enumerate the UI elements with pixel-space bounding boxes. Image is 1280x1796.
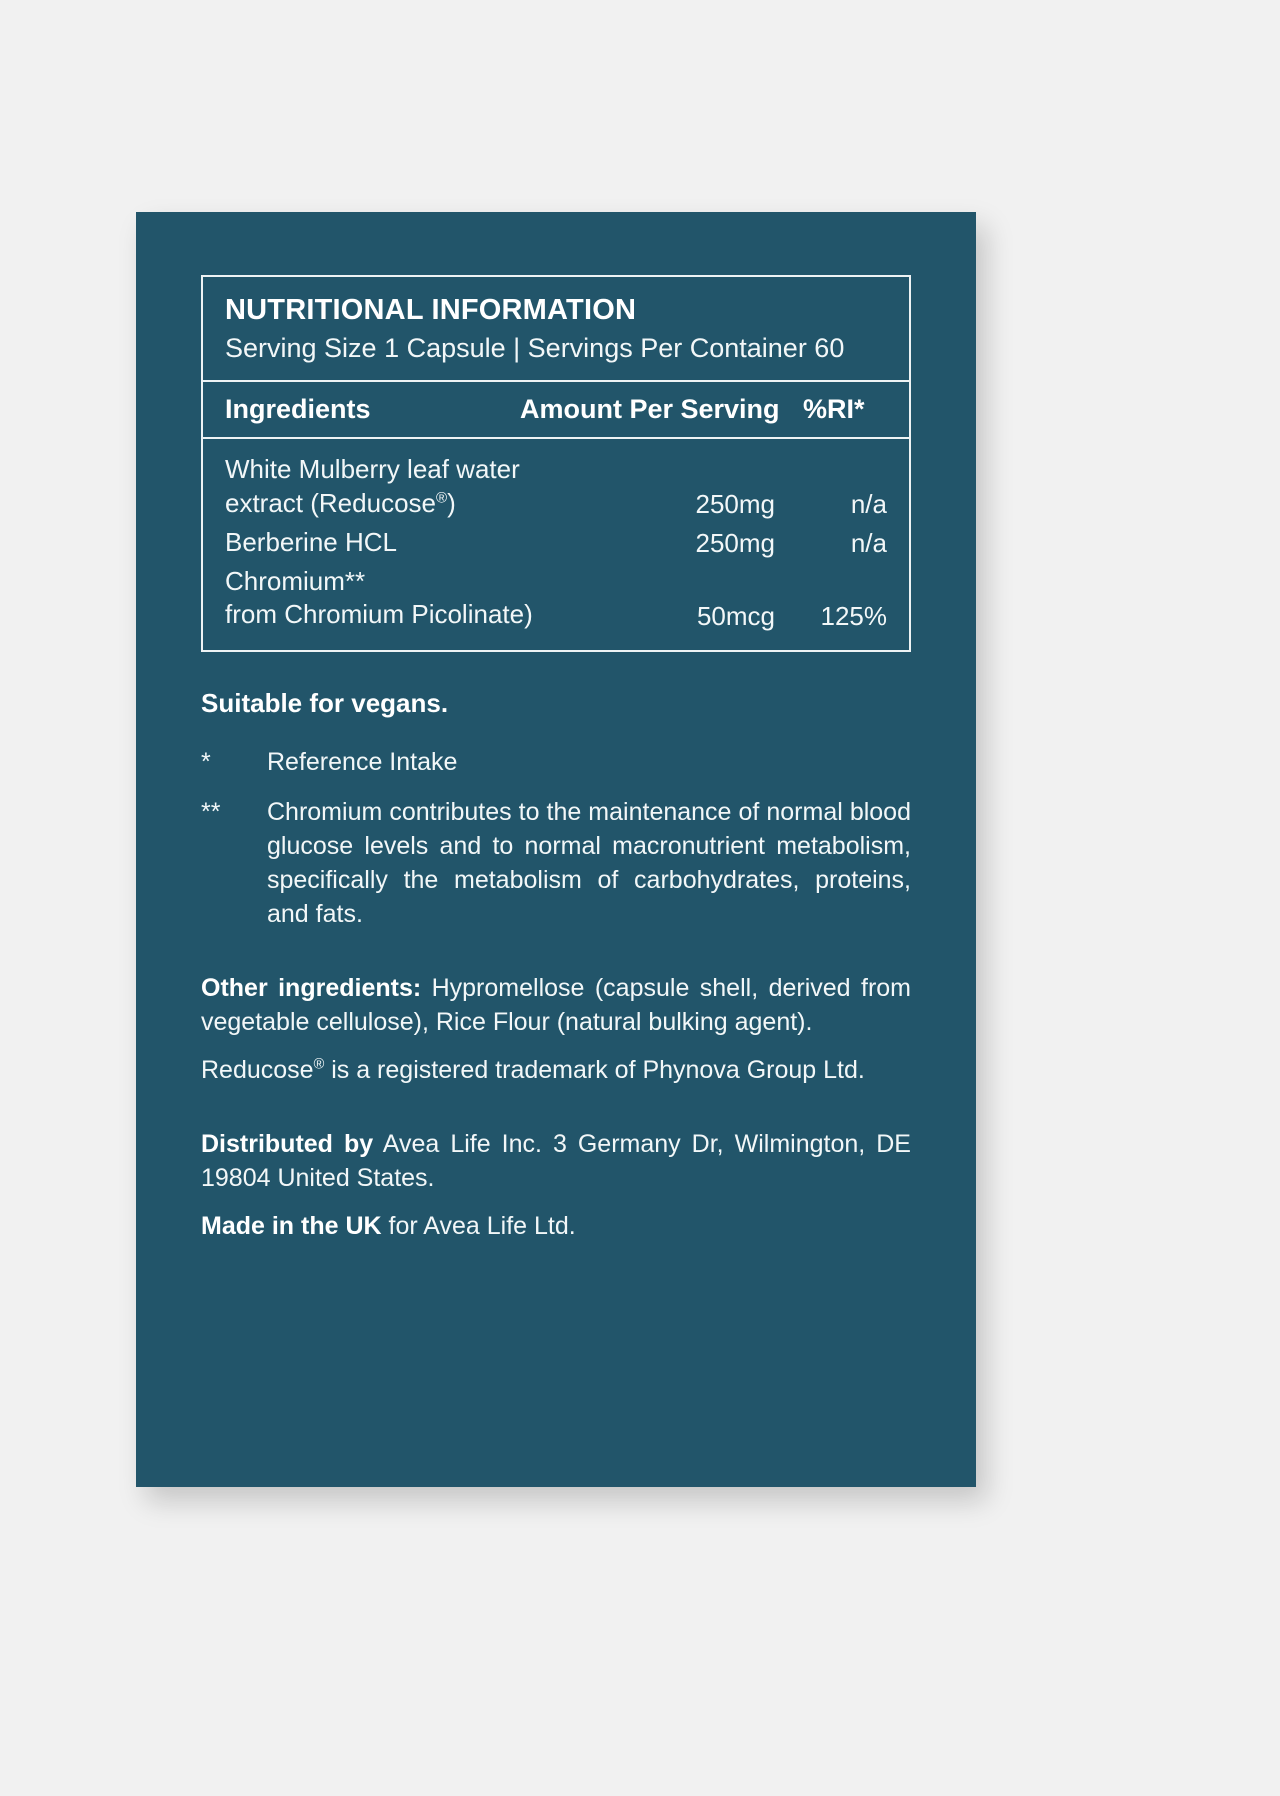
- ingredient-name: [225, 526, 645, 559]
- ingredient-percent-ri: n/a: [850, 528, 887, 559]
- footnote-marker: **: [201, 797, 221, 826]
- made-in-paragraph: [201, 1209, 911, 1243]
- distributed-by-label: Distributed by: [201, 1129, 374, 1158]
- nutrition-table-header: [203, 277, 909, 382]
- footnote-item: [201, 745, 911, 779]
- made-in-label: Made in the UK: [201, 1211, 382, 1240]
- registered-mark-icon: ®: [313, 1056, 325, 1073]
- nutrition-title: NUTRITIONAL INFORMATION: [225, 294, 637, 326]
- footnote-text: Reference Intake: [267, 747, 458, 776]
- ingredient-name-line-2: from Chromium Picolinate): [225, 599, 533, 630]
- ingredient-name-line-1: Chromium**: [225, 566, 366, 597]
- ingredient-amount: 250mg: [695, 528, 775, 559]
- footnote-text: Chromium contributes to the maintenance of normal blood glucose levels and to normal macronutrient metabolism, specifically the metabolism of carbohydrates, proteins, and fats.: [267, 797, 911, 928]
- ingredient-amount: 250mg: [695, 488, 775, 519]
- ingredient-name-line-2-pre: extract (Reducose: [225, 487, 436, 518]
- column-header-percent-ri: %RI*: [803, 394, 865, 425]
- supplement-label-panel: [136, 212, 976, 1487]
- trademark-paragraph: [201, 1053, 911, 1087]
- ingredient-name-line-1: White Mulberry leaf water: [225, 454, 520, 485]
- ingredient-name-line-2-post: ): [447, 487, 456, 518]
- other-ingredients-text: Hypromellose (capsule shell, derived from vegetable cellulose), Rice Flour (natural bulking agent).: [201, 973, 911, 1036]
- table-row: [225, 526, 887, 559]
- footnote-marker: *: [201, 747, 211, 776]
- nutrition-information-table: [201, 275, 911, 652]
- footnotes-list: [201, 745, 911, 931]
- ingredient-name-line-2: [225, 487, 645, 520]
- other-ingredients-label: Other ingredients:: [201, 973, 422, 1002]
- ingredient-percent-ri: 125%: [820, 600, 887, 631]
- other-ingredients-paragraph: [201, 971, 911, 1039]
- trademark-text: is a registered trademark of Phynova Group Ltd.: [324, 1055, 865, 1084]
- table-row: [225, 453, 887, 520]
- column-header-amount-per-serving: Amount Per Serving: [520, 394, 780, 425]
- nutrition-table-body: [203, 439, 909, 649]
- registered-mark-icon: ®: [435, 488, 448, 506]
- label-content: [201, 275, 911, 1243]
- ingredient-name-line-1: Berberine HCL: [225, 526, 397, 557]
- vegan-statement: Suitable for vegans.: [201, 687, 449, 718]
- made-in-text: for Avea Life Ltd.: [381, 1211, 576, 1240]
- table-row: [225, 565, 887, 632]
- ingredient-name: [225, 565, 645, 632]
- ingredient-name: [225, 453, 645, 520]
- serving-size-line: Serving Size 1 Capsule | Servings Per Container 60: [225, 333, 845, 364]
- ingredient-amount: 50mcg: [696, 600, 775, 631]
- distributed-by-paragraph: [201, 1127, 911, 1195]
- trademark-brand: Reducose: [201, 1055, 314, 1084]
- footnote-item: [201, 795, 911, 931]
- ingredient-percent-ri: n/a: [850, 488, 887, 519]
- column-header-ingredients: Ingredients: [225, 394, 371, 425]
- table-column-header-row: [203, 382, 909, 439]
- distributed-by-text: Avea Life Inc. 3 Germany Dr, Wilmington, DE 19804 United States.: [201, 1129, 911, 1192]
